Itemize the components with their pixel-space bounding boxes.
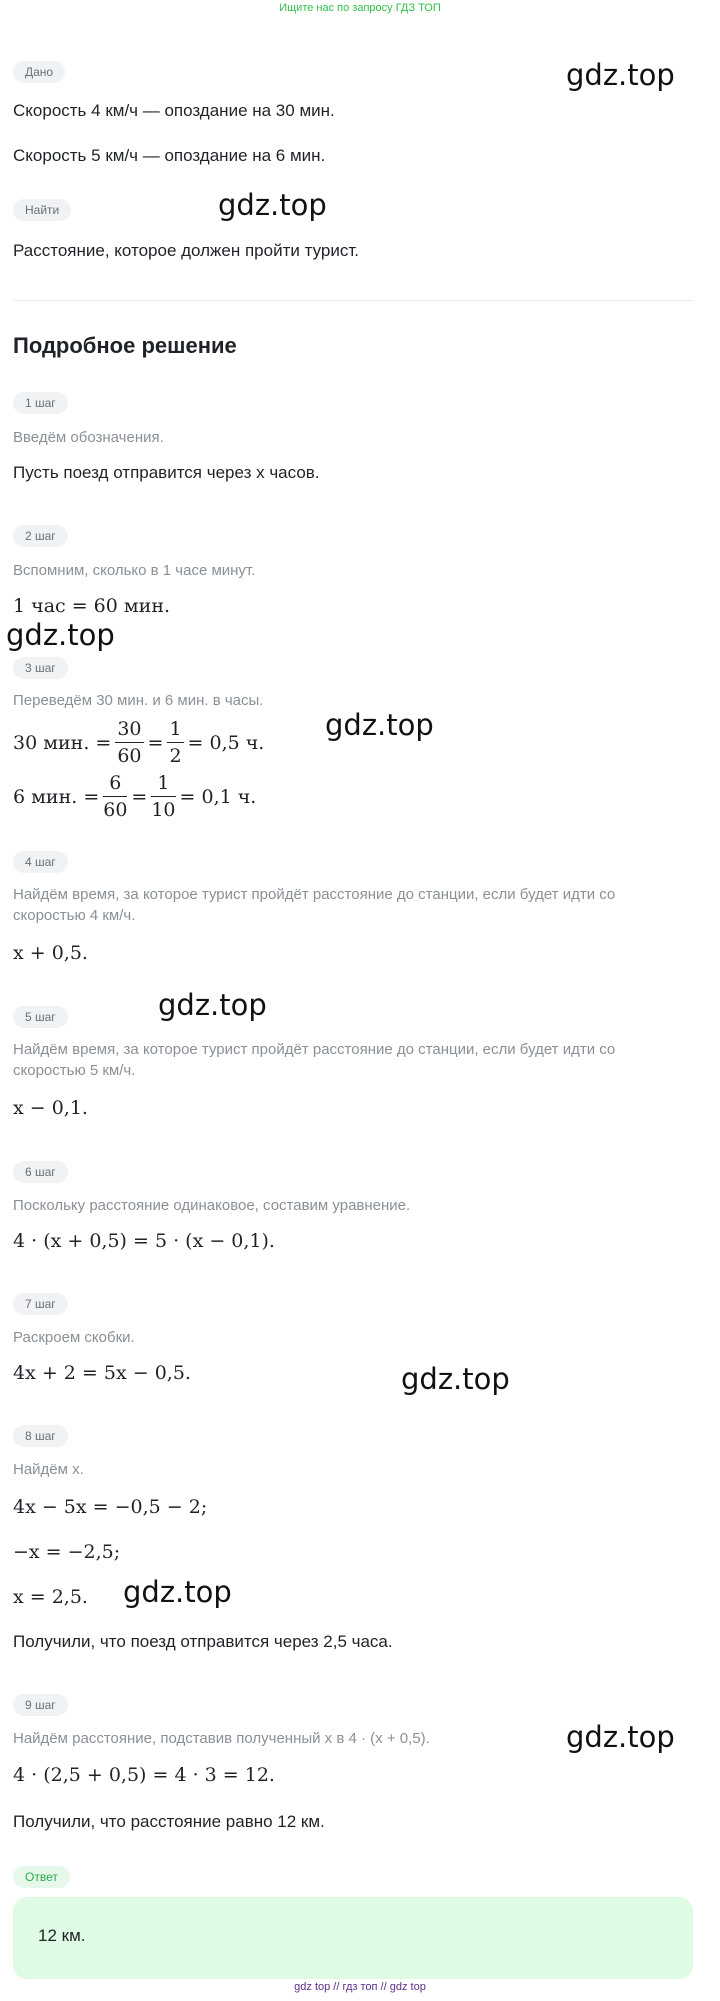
solution-title: Подробное решение <box>13 333 237 358</box>
watermark: gdz.top <box>566 1720 675 1754</box>
watermark: gdz.top <box>566 58 675 92</box>
fraction-1-10 <box>151 770 175 823</box>
step-7-line: 4x + 2 = 5x − 0,5. <box>13 1362 191 1384</box>
step-9-line: 4 · (2,5 + 0,5) = 4 · 3 = 12. <box>13 1764 275 1786</box>
eq-sign: = <box>147 731 164 754</box>
fraction-denominator: 60 <box>117 745 142 767</box>
fraction-denominator: 60 <box>103 799 128 821</box>
fraction-1-2 <box>167 716 183 769</box>
fraction-numerator: 1 <box>151 770 175 797</box>
step-2-hint: Вспомним, сколько в 1 часе минут. <box>13 562 256 579</box>
step-3-equation-2 <box>13 770 256 823</box>
watermark: gdz.top <box>158 988 267 1022</box>
step-3-equation-1 <box>13 716 264 769</box>
answer-text: 12 км. <box>38 1926 86 1945</box>
step-6-line: 4 · (x + 0,5) = 5 · (x − 0,1). <box>13 1230 275 1252</box>
fraction-numerator: 1 <box>167 716 183 743</box>
step-9-conclusion: Получили, что расстояние равно 12 км. <box>13 1812 325 1831</box>
step-6-hint: Поскольку расстояние одинаковое, составим уравнение. <box>13 1197 411 1214</box>
fraction-denominator: 2 <box>169 745 182 767</box>
find-chip: Найти <box>13 199 71 221</box>
fraction-30-60 <box>115 716 143 769</box>
watermark: gdz.top <box>6 618 115 652</box>
step-8-line-3: x = 2,5. <box>13 1586 88 1608</box>
eq2-lhs: 6 мин. = <box>13 785 100 808</box>
step-2-line: 1 час = 60 мин. <box>13 595 171 617</box>
fraction-numerator: 6 <box>103 770 127 797</box>
fraction-numerator: 30 <box>115 716 143 743</box>
step-4-chip: 4 шаг <box>13 851 68 873</box>
step-3-chip: 3 шаг <box>13 657 68 679</box>
step-3-hint: Переведём 30 мин. и 6 мин. в часы. <box>13 692 264 709</box>
step-2-chip: 2 шаг <box>13 525 68 547</box>
step-7-chip: 7 шаг <box>13 1293 68 1315</box>
eq2-tail: = 0,1 ч. <box>179 785 257 808</box>
step-4-line: x + 0,5. <box>13 942 88 964</box>
watermark: gdz.top <box>401 1362 510 1396</box>
eq1-tail: = 0,5 ч. <box>187 731 265 754</box>
step-9-hint: Найдём расстояние, подставив полученный x в 4 · (x + 0,5). <box>13 1730 430 1747</box>
watermark: gdz.top <box>218 188 327 222</box>
given-chip: Дано <box>13 61 65 83</box>
watermark: gdz.top <box>325 708 434 742</box>
step-1-hint: Введём обозначения. <box>13 429 164 446</box>
step-6-chip: 6 шаг <box>13 1161 68 1183</box>
step-1-line: Пусть поезд отправится через x часов. <box>13 463 320 482</box>
given-line-2: Скорость 5 км/ч — опоздание на 6 мин. <box>13 146 326 165</box>
step-4-hint: Найдём время, за которое турист пройдёт расстояние до станции, если будет идти со скоростью 4 км/ч. <box>13 886 616 924</box>
section-divider <box>13 300 693 301</box>
step-8-chip: 8 шаг <box>13 1425 68 1447</box>
eq1-lhs: 30 мин. = <box>13 731 112 754</box>
step-8-conclusion: Получили, что поезд отправится через 2,5 часа. <box>13 1632 393 1651</box>
footer-links: gdz top // гдз топ // gdz top <box>294 1981 426 1993</box>
step-9-chip: 9 шаг <box>13 1694 68 1716</box>
step-8-hint: Найдём x. <box>13 1461 84 1478</box>
step-8-line-1: 4x − 5x = −0,5 − 2; <box>13 1496 208 1518</box>
step-7-hint: Раскроем скобки. <box>13 1329 135 1346</box>
fraction-denominator: 10 <box>151 799 176 821</box>
watermark: gdz.top <box>123 1575 232 1609</box>
eq-sign: = <box>131 785 148 808</box>
fraction-6-60 <box>103 770 127 823</box>
step-1-chip: 1 шаг <box>13 392 68 414</box>
step-5-hint: Найдём время, за которое турист пройдёт расстояние до станции, если будет идти со скоростью 5 км/ч. <box>13 1041 616 1079</box>
search-hint-banner: Ищите нас по запросу ГДЗ ТОП <box>279 2 441 14</box>
step-5-line: x − 0,1. <box>13 1097 88 1119</box>
answer-chip: Ответ <box>13 1866 70 1888</box>
given-line-1: Скорость 4 км/ч — опоздание на 30 мин. <box>13 101 335 120</box>
find-text: Расстояние, которое должен пройти турист. <box>13 241 359 260</box>
answer-box <box>13 1897 693 1979</box>
step-8-line-2: −x = −2,5; <box>13 1541 121 1563</box>
step-5-chip: 5 шаг <box>13 1006 68 1028</box>
